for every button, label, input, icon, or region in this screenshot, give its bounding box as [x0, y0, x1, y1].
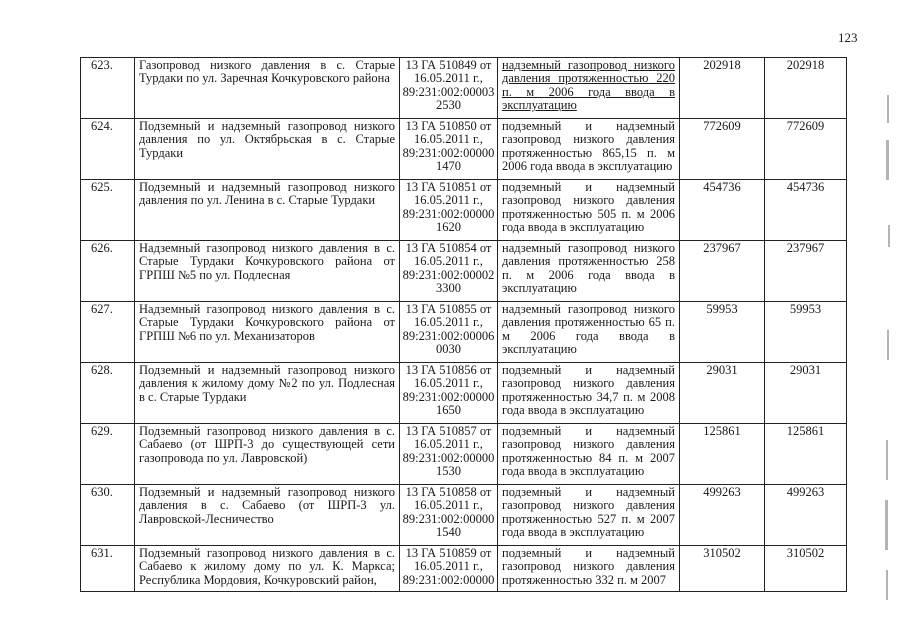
property-registry-table: [80, 57, 847, 592]
object-description: надземный газопровод низкого давления протяженностью 220 п. м 2006 года ввода в эксплуатацию: [498, 58, 680, 119]
object-name: Подземный и надземный газопровод низкого давления в с. Сабаево (от ШРП-3 ул. Лавровской-Лесничество: [135, 485, 400, 546]
object-name: Подземный и надземный газопровод низкого давления к жилому дому №2 по ул. Подлесная в с. Старые Турдаки: [135, 363, 400, 424]
scan-artifact: [887, 330, 889, 360]
book-value: 125861: [680, 424, 765, 485]
object-name: Надземный газопровод низкого давления в с. Старые Турдаки Кочкуровского района от ГРПШ №6 по ул. Механизаторов: [135, 302, 400, 363]
book-value: 499263: [680, 485, 765, 546]
scan-artifact: [886, 140, 889, 180]
row-number: 629.: [81, 424, 135, 485]
certificate-info: 13 ГА 510858 от 16.05.2011 г., 89:231:002:00000 1540: [400, 485, 498, 546]
row-number: 624.: [81, 119, 135, 180]
certificate-info: 13 ГА 510854 от 16.05.2011 г., 89:231:002:00002 3300: [400, 241, 498, 302]
certificate-info: 13 ГА 510850 от 16.05.2011 г., 89:231:002:00000 1470: [400, 119, 498, 180]
object-description: надземный газопровод низкого давления протяженностью 258 п. м 2006 года ввода в эксплуатацию: [498, 241, 680, 302]
object-description: подземный и надземный газопровод низкого давления протяженностью 865,15 п. м 2006 года ввода в эксплуатацию: [498, 119, 680, 180]
object-description: подземный и надземный газопровод низкого давления протяженностью 505 п. м 2006 года ввода в эксплуатацию: [498, 180, 680, 241]
book-value: 202918: [680, 58, 765, 119]
row-number: 626.: [81, 241, 135, 302]
residual-value: 454736: [765, 180, 847, 241]
page-number: 123: [838, 30, 858, 45]
certificate-info: 13 ГА 510857 от 16.05.2011 г., 89:231:002:00000 1530: [400, 424, 498, 485]
book-value: 310502: [680, 546, 765, 592]
table-row: [81, 485, 847, 546]
residual-value: 772609: [765, 119, 847, 180]
table-row: [81, 424, 847, 485]
row-number: 630.: [81, 485, 135, 546]
residual-value: 125861: [765, 424, 847, 485]
certificate-info: 13 ГА 510849 от 16.05.2011 г., 89:231:002:00003 2530: [400, 58, 498, 119]
object-name: Подземный и надземный газопровод низкого давления по ул. Октябрьская в с. Старые Турдаки: [135, 119, 400, 180]
object-description: надземный газопровод низкого давления протяженностью 65 п. м 2006 года ввода в эксплуатацию: [498, 302, 680, 363]
object-name: Подземный и надземный газопровод низкого давления по ул. Ленина в с. Старые Турдаки: [135, 180, 400, 241]
object-description: подземный и надземный газопровод низкого давления протяженностью 332 п. м 2007: [498, 546, 680, 592]
book-value: 772609: [680, 119, 765, 180]
table-row: [81, 119, 847, 180]
residual-value: 237967: [765, 241, 847, 302]
book-value: 237967: [680, 241, 765, 302]
residual-value: 310502: [765, 546, 847, 592]
residual-value: 499263: [765, 485, 847, 546]
object-description: подземный и надземный газопровод низкого давления протяженностью 84 п. м 2007 года ввода в эксплуатацию: [498, 424, 680, 485]
row-number: 627.: [81, 302, 135, 363]
object-name: Подземный газопровод низкого давления в с. Сабаево к жилому дому по ул. К. Маркса; Республика Мордовия, Кочкуровский район,: [135, 546, 400, 592]
residual-value: 202918: [765, 58, 847, 119]
table-row: [81, 241, 847, 302]
scan-artifact: [888, 225, 890, 247]
row-number: 628.: [81, 363, 135, 424]
table-row: [81, 363, 847, 424]
scan-artifact: [886, 570, 888, 600]
object-name: Подземный газопровод низкого давления в с. Сабаево (от ШРП-3 до существующей сети газопровода по ул. Лавровской): [135, 424, 400, 485]
certificate-info: 13 ГА 510856 от 16.05.2011 г., 89:231:002:00000 1650: [400, 363, 498, 424]
book-value: 59953: [680, 302, 765, 363]
row-number: 631.: [81, 546, 135, 592]
scan-artifact: [886, 440, 888, 480]
certificate-info: 13 ГА 510859 от 16.05.2011 г., 89:231:002:00000: [400, 546, 498, 592]
certificate-info: 13 ГА 510851 от 16.05.2011 г., 89:231:002:00000 1620: [400, 180, 498, 241]
row-number: 625.: [81, 180, 135, 241]
book-value: 29031: [680, 363, 765, 424]
table-row: [81, 546, 847, 592]
residual-value: 29031: [765, 363, 847, 424]
row-number: 623.: [81, 58, 135, 119]
scan-artifact: [885, 500, 888, 550]
scan-artifact: [887, 95, 889, 123]
object-name: Газопровод низкого давления в с. Старые Турдаки по ул. Заречная Кочкуровского района: [135, 58, 400, 119]
object-description: подземный и надземный газопровод низкого давления протяженностью 34,7 п. м 2008 года ввода в эксплуатацию: [498, 363, 680, 424]
object-description: подземный и надземный газопровод низкого давления протяженностью 527 п. м 2007 года ввода в эксплуатацию: [498, 485, 680, 546]
table-row: [81, 302, 847, 363]
table-row: [81, 180, 847, 241]
residual-value: 59953: [765, 302, 847, 363]
table-row: [81, 58, 847, 119]
object-name: Надземный газопровод низкого давления в с. Старые Турдаки Кочкуровского района от ГРПШ №5 по ул. Подлесная: [135, 241, 400, 302]
book-value: 454736: [680, 180, 765, 241]
certificate-info: 13 ГА 510855 от 16.05.2011 г., 89:231:002:00006 0030: [400, 302, 498, 363]
